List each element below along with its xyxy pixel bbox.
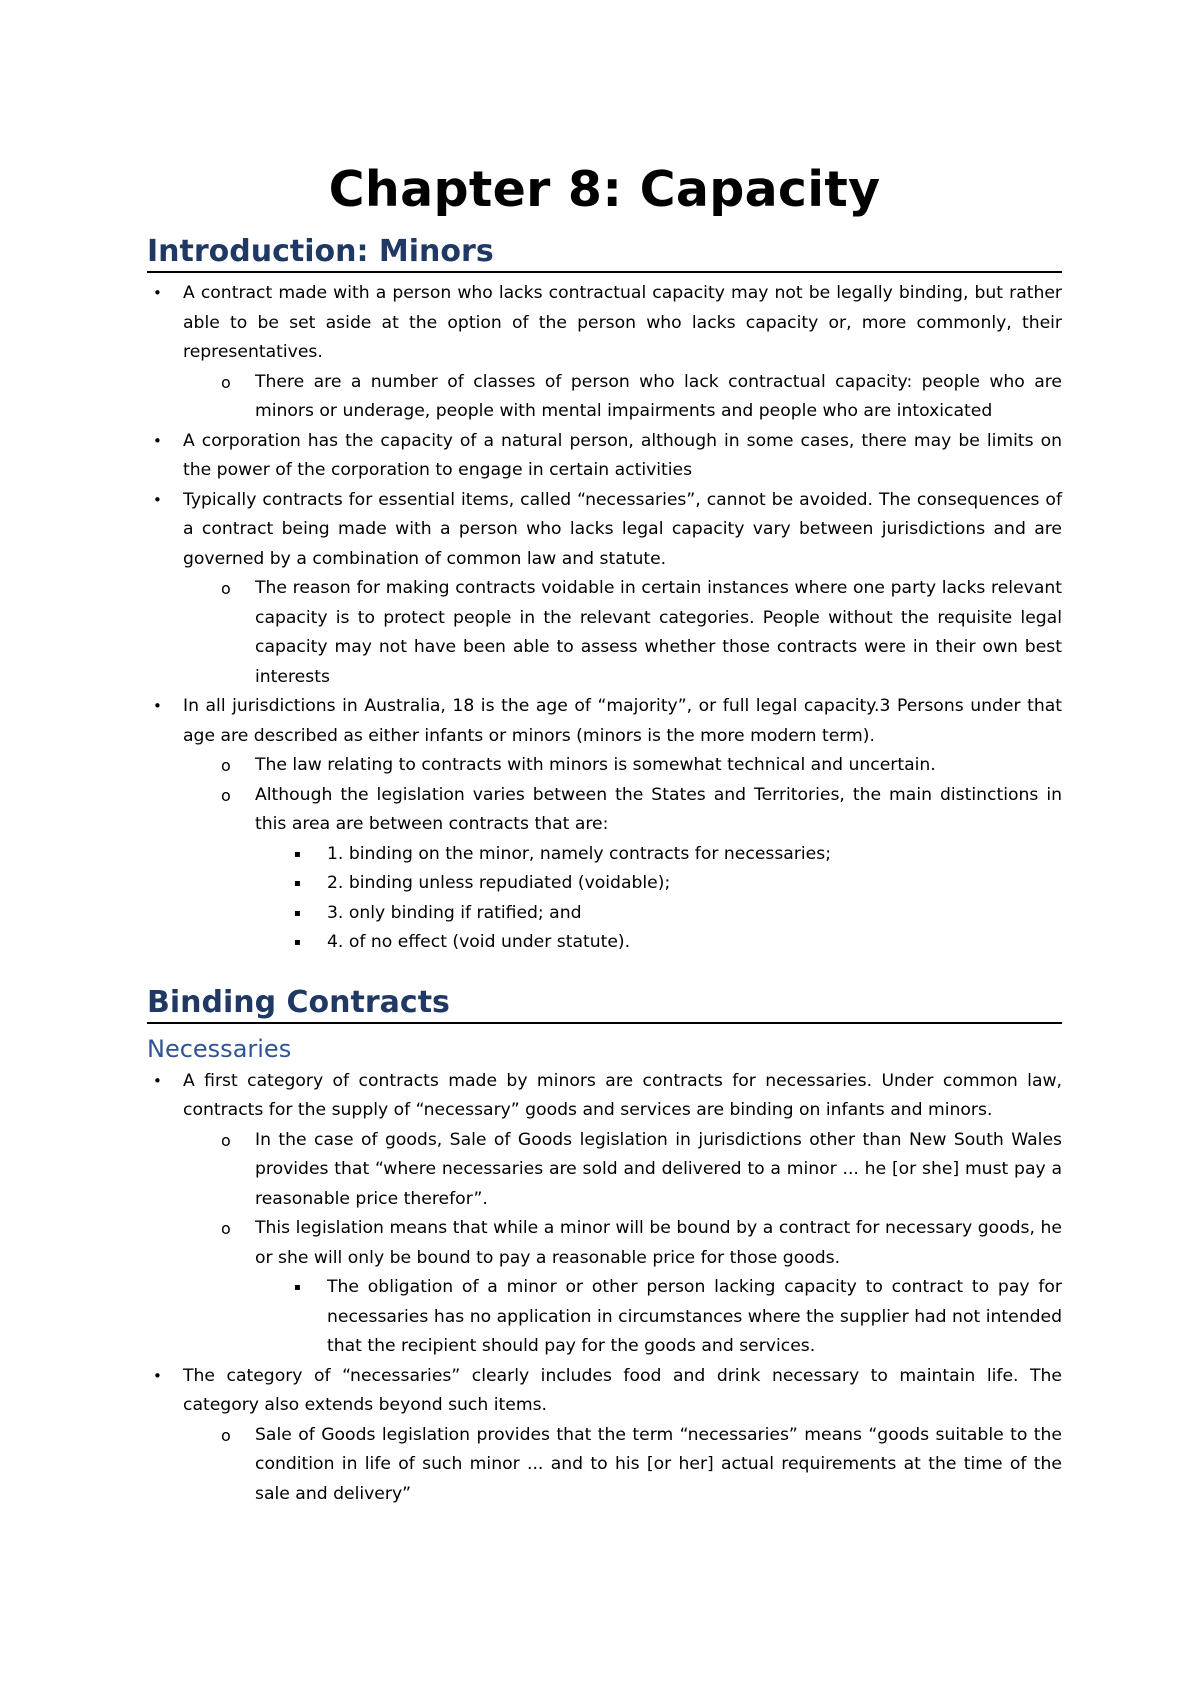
list-item-text: A first category of contracts made by minors are contracts for necessaries. Under common law, contracts for the supply of “necessary” goods and services are binding on infants and minors. <box>183 1070 1062 1120</box>
list-item-text: There are a number of classes of person who lack contractual capacity: people who are minors or underage, people with mental impairments and people who are intoxicated <box>255 371 1062 421</box>
list-item <box>147 279 1062 368</box>
list-item <box>147 1362 1062 1421</box>
list-item-text: 3. only binding if ratified; and <box>327 902 582 923</box>
list-item <box>147 899 1062 929</box>
square-marker: ▪ <box>294 937 301 948</box>
list-item-text: In all jurisdictions in Australia, 18 is the age of “majority”, or full legal capacity.3 Persons under that age are described as either infants or minors (minors is the more modern term). <box>183 696 1062 746</box>
list-item <box>147 486 1062 575</box>
binding-contracts-list <box>147 1067 1062 1510</box>
list-item-text: Sale of Goods legislation provides that the term “necessaries” means “goods suitable to the condition in life of such minor ... and to his [or her] actual requirements at the time of the sale and delivery” <box>255 1424 1062 1504</box>
circle-marker: o <box>221 1130 231 1150</box>
list-item <box>147 692 1062 751</box>
list-item-text: The obligation of a minor or other person lacking capacity to contract to pay for necessaries has no application in circumstances where the supplier had not intended that the recipient should pay for the goods and services. <box>327 1277 1062 1356</box>
circle-marker: o <box>221 756 231 775</box>
list-item-text: A contract made with a person who lacks contractual capacity may not be legally binding, but rather able to be set aside at the option of the person who lacks capacity or, more commonly, their representatives. <box>183 283 1062 362</box>
list-item <box>147 1067 1062 1126</box>
list-item-text: 4. of no effect (void under statute). <box>327 932 631 952</box>
circle-marker: o <box>221 1425 231 1445</box>
list-item-text: A corporation has the capacity of a natural person, although in some cases, there may be limits on the power of the corporation to engage in certain activities <box>183 430 1062 480</box>
list-item <box>147 840 1062 870</box>
list-item-text: 2. binding unless repudiated (voidable); <box>327 873 671 893</box>
circle-marker: o <box>221 372 231 392</box>
list-item-text: The law relating to contracts with minors is somewhat technical and uncertain. <box>255 755 936 775</box>
document-page <box>147 160 1062 1509</box>
list-item <box>147 928 1062 958</box>
list-item <box>147 1421 1062 1510</box>
list-item <box>147 1126 1062 1215</box>
circle-marker: o <box>221 785 231 805</box>
square-marker: ▪ <box>294 1282 301 1293</box>
circle-marker: o <box>221 579 231 598</box>
list-item <box>147 427 1062 486</box>
circle-marker: o <box>221 1219 231 1238</box>
list-item-text: The category of “necessaries” clearly includes food and drink necessary to maintain life. The category also extends beyond such items. <box>183 1365 1062 1415</box>
section-heading-binding-contracts: Binding Contracts <box>147 984 1062 1024</box>
bullet-marker: • <box>153 431 162 450</box>
subheading-necessaries: Necessaries <box>147 1034 292 1063</box>
list-item-text: 1. binding on the minor, namely contracts for necessaries; <box>327 843 832 864</box>
list-item <box>147 869 1062 899</box>
list-item-text: The reason for making contracts voidable in certain instances where one party lacks relevant capacity is to protect people in the relevant categories. People without the requisite legal capacity may not have been able to assess whether those contracts were in their own best interests <box>255 578 1062 687</box>
page-title: Chapter 8: Capacity <box>328 161 881 218</box>
list-item-text: In the case of goods, Sale of Goods legislation in jurisdictions other than New South Wales provides that “where necessaries are sold and delivered to a minor ... he [or she] must pay a reasonable price therefor”. <box>255 1129 1062 1209</box>
bullet-marker: • <box>153 1366 162 1385</box>
list-item <box>147 1214 1062 1273</box>
list-item <box>147 751 1062 781</box>
square-marker: ▪ <box>294 907 301 919</box>
list-item-text: Although the legislation varies between the States and Territories, the main distinctions in this area are between contracts that are: <box>255 784 1062 834</box>
list-item <box>147 574 1062 692</box>
section-heading-introduction: Introduction: Minors <box>147 233 1062 273</box>
bullet-marker: • <box>153 490 162 509</box>
introduction-list <box>147 279 1062 958</box>
list-item <box>147 1273 1062 1362</box>
list-item-text: This legislation means that while a minor will be bound by a contract for necessary goods, he or she will only be bound to pay a reasonable price for those goods. <box>255 1218 1062 1268</box>
list-item <box>147 781 1062 840</box>
bullet-marker: • <box>153 697 162 715</box>
square-marker: ▪ <box>294 848 301 860</box>
bullet-marker: • <box>153 1071 162 1090</box>
list-item <box>147 368 1062 427</box>
square-marker: ▪ <box>294 878 301 889</box>
bullet-marker: • <box>153 284 162 302</box>
list-item-text: Typically contracts for essential items, called “necessaries”, cannot be avoided. The consequences of a contract being made with a person who lacks legal capacity vary between jurisdictions and are governed by a combination of common law and statute. <box>183 489 1062 569</box>
